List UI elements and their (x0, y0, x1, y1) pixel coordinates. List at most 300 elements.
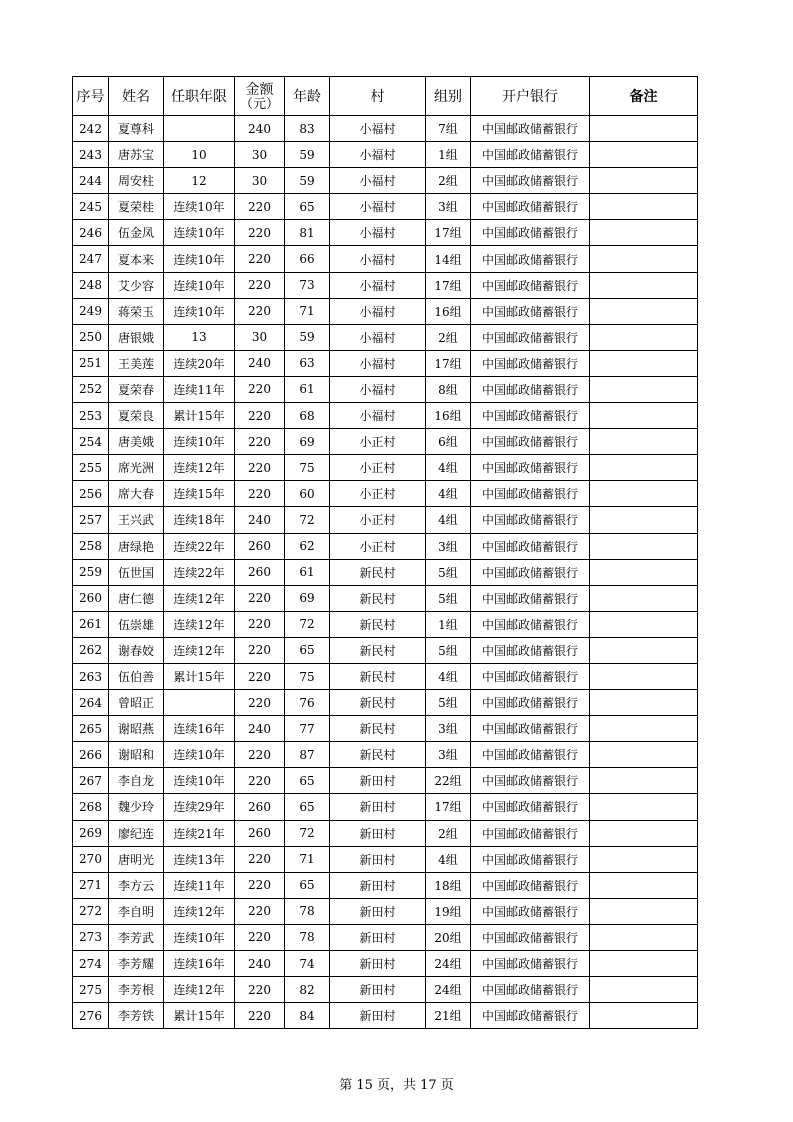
cell-remark (590, 376, 698, 402)
cell-village: 新民村 (330, 742, 426, 768)
cell-amount: 220 (235, 898, 285, 924)
cell-amount: 260 (235, 820, 285, 846)
table-row (73, 403, 698, 429)
cell-age: 69 (285, 585, 330, 611)
cell-amount: 220 (235, 403, 285, 429)
cell-name: 夏荣春 (109, 376, 164, 402)
cell-remark (590, 690, 698, 716)
cell-amount: 220 (235, 429, 285, 455)
cell-tenure: 连续10年 (164, 768, 235, 794)
cell-name: 伍世国 (109, 559, 164, 585)
cell-seq: 246 (73, 220, 109, 246)
cell-remark (590, 220, 698, 246)
cell-age: 78 (285, 924, 330, 950)
cell-seq: 259 (73, 559, 109, 585)
cell-village: 小福村 (330, 324, 426, 350)
cell-bank: 中国邮政储蓄银行 (471, 716, 590, 742)
cell-age: 65 (285, 872, 330, 898)
cell-village: 新民村 (330, 637, 426, 663)
cell-age: 84 (285, 1003, 330, 1029)
cell-village: 小正村 (330, 429, 426, 455)
cell-amount: 220 (235, 742, 285, 768)
cell-village: 新民村 (330, 716, 426, 742)
cell-name: 唐绿艳 (109, 533, 164, 559)
header-row (73, 77, 698, 116)
cell-bank: 中国邮政储蓄银行 (471, 794, 590, 820)
cell-amount: 220 (235, 977, 285, 1003)
cell-seq: 249 (73, 298, 109, 324)
cell-village: 小福村 (330, 116, 426, 142)
cell-age: 76 (285, 690, 330, 716)
cell-group: 17组 (426, 350, 471, 376)
cell-village: 小福村 (330, 220, 426, 246)
cell-name: 席大春 (109, 481, 164, 507)
table-row (73, 898, 698, 924)
cell-age: 65 (285, 768, 330, 794)
cell-seq: 266 (73, 742, 109, 768)
cell-amount: 260 (235, 559, 285, 585)
cell-name: 夏本来 (109, 246, 164, 272)
cell-age: 65 (285, 637, 330, 663)
cell-village: 新田村 (330, 768, 426, 794)
cell-tenure (164, 116, 235, 142)
cell-bank: 中国邮政储蓄银行 (471, 429, 590, 455)
cell-name: 周安柱 (109, 168, 164, 194)
table-row (73, 455, 698, 481)
cell-bank: 中国邮政储蓄银行 (471, 951, 590, 977)
cell-seq: 248 (73, 272, 109, 298)
cell-group: 4组 (426, 846, 471, 872)
cell-remark (590, 768, 698, 794)
cell-village: 小正村 (330, 507, 426, 533)
cell-tenure: 连续16年 (164, 716, 235, 742)
cell-name: 李自明 (109, 898, 164, 924)
cell-age: 59 (285, 324, 330, 350)
cell-group: 22组 (426, 768, 471, 794)
cell-name: 唐苏宝 (109, 142, 164, 168)
cell-remark (590, 846, 698, 872)
cell-age: 71 (285, 298, 330, 324)
cell-village: 小福村 (330, 272, 426, 298)
cell-remark (590, 116, 698, 142)
cell-age: 75 (285, 663, 330, 689)
cell-seq: 244 (73, 168, 109, 194)
cell-age: 65 (285, 194, 330, 220)
cell-name: 曾昭正 (109, 690, 164, 716)
cell-name: 唐明光 (109, 846, 164, 872)
cell-group: 24组 (426, 977, 471, 1003)
cell-village: 新民村 (330, 690, 426, 716)
header-age: 年龄 (285, 77, 330, 116)
cell-group: 6组 (426, 429, 471, 455)
table-row (73, 168, 698, 194)
cell-group: 2组 (426, 168, 471, 194)
cell-seq: 254 (73, 429, 109, 455)
table-row (73, 690, 698, 716)
cell-amount: 240 (235, 507, 285, 533)
cell-name: 伍崇雄 (109, 611, 164, 637)
cell-seq: 247 (73, 246, 109, 272)
cell-age: 69 (285, 429, 330, 455)
table-row (73, 611, 698, 637)
cell-amount: 240 (235, 951, 285, 977)
cell-remark (590, 429, 698, 455)
cell-bank: 中国邮政储蓄银行 (471, 194, 590, 220)
cell-village: 新田村 (330, 951, 426, 977)
cell-age: 61 (285, 559, 330, 585)
cell-amount: 220 (235, 768, 285, 794)
cell-bank: 中国邮政储蓄银行 (471, 820, 590, 846)
table-row (73, 429, 698, 455)
cell-group: 3组 (426, 716, 471, 742)
cell-amount: 220 (235, 663, 285, 689)
table-row (73, 220, 698, 246)
cell-seq: 243 (73, 142, 109, 168)
cell-name: 魏少玲 (109, 794, 164, 820)
table-row (73, 272, 698, 298)
table-row (73, 663, 698, 689)
cell-tenure: 连续10年 (164, 194, 235, 220)
cell-amount: 220 (235, 194, 285, 220)
cell-bank: 中国邮政储蓄银行 (471, 637, 590, 663)
header-bank: 开户银行 (471, 77, 590, 116)
table-row (73, 794, 698, 820)
cell-age: 72 (285, 611, 330, 637)
cell-group: 17组 (426, 794, 471, 820)
cell-seq: 258 (73, 533, 109, 559)
cell-village: 新民村 (330, 611, 426, 637)
cell-remark (590, 872, 698, 898)
table-row (73, 533, 698, 559)
cell-amount: 220 (235, 481, 285, 507)
cell-bank: 中国邮政储蓄银行 (471, 977, 590, 1003)
cell-tenure: 连续15年 (164, 481, 235, 507)
cell-name: 夏荣桂 (109, 194, 164, 220)
table-row (73, 324, 698, 350)
table-row (73, 820, 698, 846)
cell-remark (590, 742, 698, 768)
cell-group: 4组 (426, 455, 471, 481)
cell-village: 小福村 (330, 168, 426, 194)
roster-table (72, 76, 698, 1029)
cell-bank: 中国邮政储蓄银行 (471, 350, 590, 376)
cell-seq: 251 (73, 350, 109, 376)
cell-group: 4组 (426, 507, 471, 533)
cell-remark (590, 194, 698, 220)
cell-village: 新田村 (330, 846, 426, 872)
cell-remark (590, 350, 698, 376)
cell-tenure: 连续12年 (164, 585, 235, 611)
cell-group: 2组 (426, 324, 471, 350)
cell-group: 2组 (426, 820, 471, 846)
cell-seq: 263 (73, 663, 109, 689)
cell-amount: 220 (235, 246, 285, 272)
cell-group: 7组 (426, 116, 471, 142)
cell-village: 小福村 (330, 298, 426, 324)
cell-bank: 中国邮政储蓄银行 (471, 611, 590, 637)
cell-bank: 中国邮政储蓄银行 (471, 742, 590, 768)
cell-bank: 中国邮政储蓄银行 (471, 1003, 590, 1029)
table-row (73, 716, 698, 742)
cell-age: 65 (285, 794, 330, 820)
cell-village: 新田村 (330, 820, 426, 846)
cell-remark (590, 559, 698, 585)
cell-bank: 中国邮政储蓄银行 (471, 246, 590, 272)
cell-bank: 中国邮政储蓄银行 (471, 481, 590, 507)
cell-age: 59 (285, 142, 330, 168)
cell-remark (590, 455, 698, 481)
table-row (73, 142, 698, 168)
cell-age: 75 (285, 455, 330, 481)
cell-name: 李方云 (109, 872, 164, 898)
table-row (73, 194, 698, 220)
cell-group: 21组 (426, 1003, 471, 1029)
table-row (73, 298, 698, 324)
cell-amount: 220 (235, 1003, 285, 1029)
cell-group: 4组 (426, 481, 471, 507)
table-row (73, 507, 698, 533)
cell-amount: 220 (235, 455, 285, 481)
cell-village: 小福村 (330, 194, 426, 220)
cell-group: 14组 (426, 246, 471, 272)
cell-village: 小正村 (330, 533, 426, 559)
table-row (73, 977, 698, 1003)
cell-tenure: 12 (164, 168, 235, 194)
cell-bank: 中国邮政储蓄银行 (471, 768, 590, 794)
cell-remark (590, 298, 698, 324)
cell-tenure: 连续11年 (164, 872, 235, 898)
cell-tenure: 连续10年 (164, 246, 235, 272)
cell-tenure: 连续16年 (164, 951, 235, 977)
cell-remark (590, 403, 698, 429)
cell-seq: 265 (73, 716, 109, 742)
cell-remark (590, 951, 698, 977)
cell-bank: 中国邮政储蓄银行 (471, 663, 590, 689)
cell-tenure: 连续12年 (164, 898, 235, 924)
cell-bank: 中国邮政储蓄银行 (471, 898, 590, 924)
cell-bank: 中国邮政储蓄银行 (471, 324, 590, 350)
cell-village: 新田村 (330, 924, 426, 950)
cell-tenure: 13 (164, 324, 235, 350)
cell-amount: 260 (235, 533, 285, 559)
cell-amount: 220 (235, 924, 285, 950)
cell-village: 小福村 (330, 376, 426, 402)
cell-bank: 中国邮政储蓄银行 (471, 220, 590, 246)
table-row (73, 924, 698, 950)
cell-group: 16组 (426, 298, 471, 324)
cell-bank: 中国邮政储蓄银行 (471, 168, 590, 194)
cell-group: 8组 (426, 376, 471, 402)
cell-village: 新民村 (330, 585, 426, 611)
cell-age: 87 (285, 742, 330, 768)
header-village: 村 (330, 77, 426, 116)
cell-remark (590, 977, 698, 1003)
cell-seq: 262 (73, 637, 109, 663)
cell-name: 李芳武 (109, 924, 164, 950)
cell-remark (590, 611, 698, 637)
cell-remark (590, 142, 698, 168)
cell-name: 李芳铁 (109, 1003, 164, 1029)
cell-amount: 240 (235, 716, 285, 742)
cell-tenure: 连续20年 (164, 350, 235, 376)
cell-village: 新田村 (330, 898, 426, 924)
cell-remark (590, 168, 698, 194)
cell-bank: 中国邮政储蓄银行 (471, 142, 590, 168)
table-row (73, 637, 698, 663)
cell-name: 夏尊科 (109, 116, 164, 142)
cell-amount: 240 (235, 350, 285, 376)
cell-seq: 250 (73, 324, 109, 350)
table-row (73, 951, 698, 977)
cell-bank: 中国邮政储蓄银行 (471, 585, 590, 611)
cell-tenure: 连续10年 (164, 272, 235, 298)
table-row (73, 585, 698, 611)
cell-tenure: 连续12年 (164, 455, 235, 481)
cell-village: 新田村 (330, 872, 426, 898)
cell-village: 新田村 (330, 1003, 426, 1029)
cell-group: 20组 (426, 924, 471, 950)
cell-remark (590, 533, 698, 559)
cell-group: 17组 (426, 220, 471, 246)
table-row (73, 481, 698, 507)
table-row (73, 116, 698, 142)
cell-bank: 中国邮政储蓄银行 (471, 272, 590, 298)
table-row (73, 768, 698, 794)
cell-bank: 中国邮政储蓄银行 (471, 846, 590, 872)
cell-group: 17组 (426, 272, 471, 298)
cell-age: 72 (285, 820, 330, 846)
cell-tenure: 累计15年 (164, 663, 235, 689)
cell-name: 谢昭燕 (109, 716, 164, 742)
cell-name: 李芳耀 (109, 951, 164, 977)
cell-tenure: 连续10年 (164, 924, 235, 950)
cell-amount: 220 (235, 846, 285, 872)
cell-remark (590, 585, 698, 611)
cell-tenure: 连续29年 (164, 794, 235, 820)
cell-group: 3组 (426, 533, 471, 559)
cell-tenure: 连续13年 (164, 846, 235, 872)
cell-age: 83 (285, 116, 330, 142)
cell-group: 18组 (426, 872, 471, 898)
cell-tenure: 连续12年 (164, 611, 235, 637)
cell-tenure: 累计15年 (164, 1003, 235, 1029)
cell-age: 72 (285, 507, 330, 533)
header-remark: 备注 (590, 77, 698, 116)
header-amount (235, 77, 285, 116)
table-row (73, 376, 698, 402)
cell-age: 60 (285, 481, 330, 507)
cell-amount: 260 (235, 794, 285, 820)
cell-seq: 268 (73, 794, 109, 820)
cell-tenure: 连续21年 (164, 820, 235, 846)
cell-village: 新民村 (330, 559, 426, 585)
cell-amount: 220 (235, 220, 285, 246)
cell-group: 3组 (426, 742, 471, 768)
cell-bank: 中国邮政储蓄银行 (471, 507, 590, 533)
cell-amount: 220 (235, 690, 285, 716)
cell-remark (590, 637, 698, 663)
cell-age: 61 (285, 376, 330, 402)
cell-age: 68 (285, 403, 330, 429)
table-row (73, 742, 698, 768)
cell-seq: 269 (73, 820, 109, 846)
cell-name: 唐银娥 (109, 324, 164, 350)
cell-tenure (164, 690, 235, 716)
cell-group: 3组 (426, 194, 471, 220)
cell-name: 席光洲 (109, 455, 164, 481)
cell-remark (590, 898, 698, 924)
cell-seq: 272 (73, 898, 109, 924)
cell-amount: 30 (235, 168, 285, 194)
cell-tenure: 连续10年 (164, 298, 235, 324)
cell-village: 小福村 (330, 403, 426, 429)
cell-amount: 220 (235, 272, 285, 298)
cell-seq: 260 (73, 585, 109, 611)
cell-village: 小正村 (330, 481, 426, 507)
cell-age: 62 (285, 533, 330, 559)
cell-age: 77 (285, 716, 330, 742)
cell-name: 李自龙 (109, 768, 164, 794)
cell-group: 1组 (426, 611, 471, 637)
cell-remark (590, 324, 698, 350)
cell-age: 73 (285, 272, 330, 298)
cell-name: 唐仁德 (109, 585, 164, 611)
cell-village: 小正村 (330, 455, 426, 481)
cell-bank: 中国邮政储蓄银行 (471, 298, 590, 324)
cell-name: 廖纪连 (109, 820, 164, 846)
header-tenure: 任职年限 (164, 77, 235, 116)
cell-tenure: 连续22年 (164, 559, 235, 585)
header-seq: 序号 (73, 77, 109, 116)
cell-tenure: 连续10年 (164, 742, 235, 768)
cell-age: 59 (285, 168, 330, 194)
cell-tenure: 连续10年 (164, 220, 235, 246)
cell-remark (590, 481, 698, 507)
table-row (73, 350, 698, 376)
cell-village: 小福村 (330, 142, 426, 168)
cell-name: 伍金凤 (109, 220, 164, 246)
header-group: 组别 (426, 77, 471, 116)
cell-seq: 242 (73, 116, 109, 142)
cell-tenure: 连续12年 (164, 637, 235, 663)
cell-age: 71 (285, 846, 330, 872)
cell-seq: 261 (73, 611, 109, 637)
cell-group: 19组 (426, 898, 471, 924)
cell-tenure: 连续18年 (164, 507, 235, 533)
cell-bank: 中国邮政储蓄银行 (471, 533, 590, 559)
cell-remark (590, 924, 698, 950)
cell-seq: 256 (73, 481, 109, 507)
cell-remark (590, 507, 698, 533)
table-row (73, 846, 698, 872)
cell-village: 新田村 (330, 977, 426, 1003)
cell-seq: 271 (73, 872, 109, 898)
cell-amount: 240 (235, 116, 285, 142)
cell-seq: 275 (73, 977, 109, 1003)
cell-group: 5组 (426, 637, 471, 663)
page-footer: 第 15 页，共 17 页 (339, 1078, 454, 1093)
cell-remark (590, 246, 698, 272)
cell-name: 李芳根 (109, 977, 164, 1003)
cell-tenure: 连续11年 (164, 376, 235, 402)
cell-tenure: 10 (164, 142, 235, 168)
cell-tenure: 累计15年 (164, 403, 235, 429)
cell-group: 1组 (426, 142, 471, 168)
roster-body (73, 116, 698, 1029)
header-amount-label: 金额 (245, 81, 274, 98)
cell-village: 新民村 (330, 663, 426, 689)
cell-seq: 276 (73, 1003, 109, 1029)
